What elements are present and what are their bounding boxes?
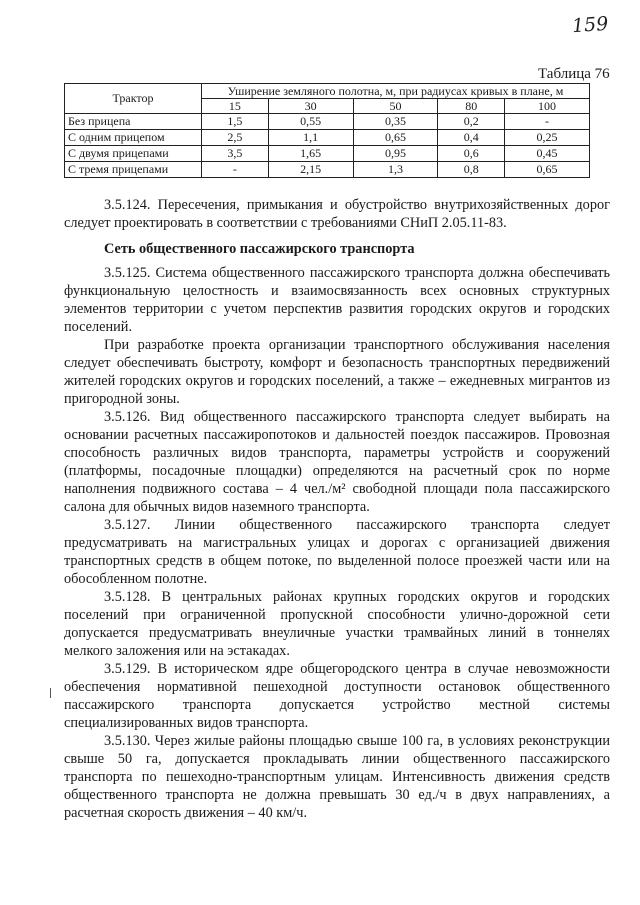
page-number: 159 — [571, 12, 609, 38]
table-cell: 0,4 — [438, 130, 505, 146]
table-row — [65, 162, 590, 178]
table-cell: 0,25 — [505, 130, 590, 146]
table-row — [65, 130, 590, 146]
row-label: С тремя прицепами — [65, 162, 202, 178]
paragraph-3-5-126: 3.5.126. Вид общественного пассажирского транспорта следует выбирать на основании расчетных пассажиропотоков и дальностей поездок пассажиров. Провозная способность различных видов транспорта, параметры устройств и сооружений (платформы, посадочные площадки) определяются на расчетный срок по норме наполнения подвижного состава – 4 чел./м² свободной площади пола пассажирского салона для обычных видов наземного транспорта. — [64, 409, 610, 515]
table-cell: - — [505, 114, 590, 130]
table-cell: 0,6 — [438, 146, 505, 162]
tractor-header: Трактор — [65, 84, 202, 114]
paragraph-3-5-125-continued: При разработке проекта организации транспортного обслуживания населения следует обеспечивать быстроту, комфорт и безопасность транспортных передвижений жителей городских округов и городских поселений, а также – ежедневных мигрантов из пригородной зоны. — [64, 337, 610, 407]
table-row — [65, 114, 590, 130]
paragraph-3-5-128: 3.5.128. В центральных районах крупных городских округов и городских поселений при ограниченной пропускной способности улично-дорожной сети допускается предусматривать внеуличные участки трамвайных линий в тоннелях мелкого заложения или на эстакадах. — [64, 589, 610, 659]
paragraph-3-5-129: 3.5.129. В историческом ядре общегородского центра в случае невозможности обеспечения нормативной пешеходной доступности остановок общественного пассажирского транспорта допускается устройство местной системы специализированных видов транспорта. — [64, 661, 610, 731]
radius-header: 30 — [268, 99, 353, 114]
table-cell: 0,35 — [353, 114, 438, 130]
widening-table — [64, 83, 590, 178]
table-cell: 0,45 — [505, 146, 590, 162]
row-label: Без прицепа — [65, 114, 202, 130]
section-heading: Сеть общественного пассажирского транспорта — [104, 241, 415, 257]
paragraph-3-5-127: 3.5.127. Линии общественного пассажирского транспорта следует предусматривать на магистральных улицах и дорогах с организацией движения транспортных средств в общем потоке, по выделенной полосе проезжей части или на обособленном полотне. — [64, 517, 610, 587]
table-cell: - — [202, 162, 269, 178]
row-label: С двумя прицепами — [65, 146, 202, 162]
table-cell: 0,55 — [268, 114, 353, 130]
table-cell: 1,5 — [202, 114, 269, 130]
table-header-row — [65, 84, 590, 99]
table-cell: 1,1 — [268, 130, 353, 146]
table-cell: 0,8 — [438, 162, 505, 178]
table-cell: 1,3 — [353, 162, 438, 178]
table-cell: 0,65 — [353, 130, 438, 146]
radius-header: 15 — [202, 99, 269, 114]
table-caption: Таблица 76 — [538, 66, 610, 82]
paragraph-3-5-124: 3.5.124. Пересечения, примыкания и обустройство внутрихозяйственных дорог следует проектировать в соответствии с требованиями СНиП 2.05.11-83. — [64, 197, 610, 231]
row-label: С одним прицепом — [65, 130, 202, 146]
radius-header: 100 — [505, 99, 590, 114]
widening-header: Уширение земляного полотна, м, при радиусах кривых в плане, м — [202, 84, 590, 99]
table-cell: 0,65 — [505, 162, 590, 178]
table-cell: 1,65 — [268, 146, 353, 162]
radius-header: 80 — [438, 99, 505, 114]
body-text — [64, 196, 610, 822]
table-cell: 0,95 — [353, 146, 438, 162]
table-cell: 3,5 — [202, 146, 269, 162]
table-cell: 0,2 — [438, 114, 505, 130]
radius-header: 50 — [353, 99, 438, 114]
table-cell: 2,15 — [268, 162, 353, 178]
table-cell: 2,5 — [202, 130, 269, 146]
paragraph-3-5-130: 3.5.130. Через жилые районы площадью свыше 100 га, в условиях реконструкции свыше 50 га, допускается прокладывать линии общественного пассажирского транспорта по пешеходно-транспортным улицам. Интенсивность движения средств общественного транспорта не должна превышать 30 ед./ч в двух направлениях, а расчетная скорость движения – 40 км/ч. — [64, 733, 610, 821]
table-row — [65, 146, 590, 162]
margin-mark — [50, 688, 51, 698]
paragraph-3-5-125: 3.5.125. Система общественного пассажирского транспорта должна обеспечивать функциональную целостность и взаимосвязанность всех основных структурных элементов территории с учетом перспектив развития городских округов и городских поселений. — [64, 265, 610, 335]
